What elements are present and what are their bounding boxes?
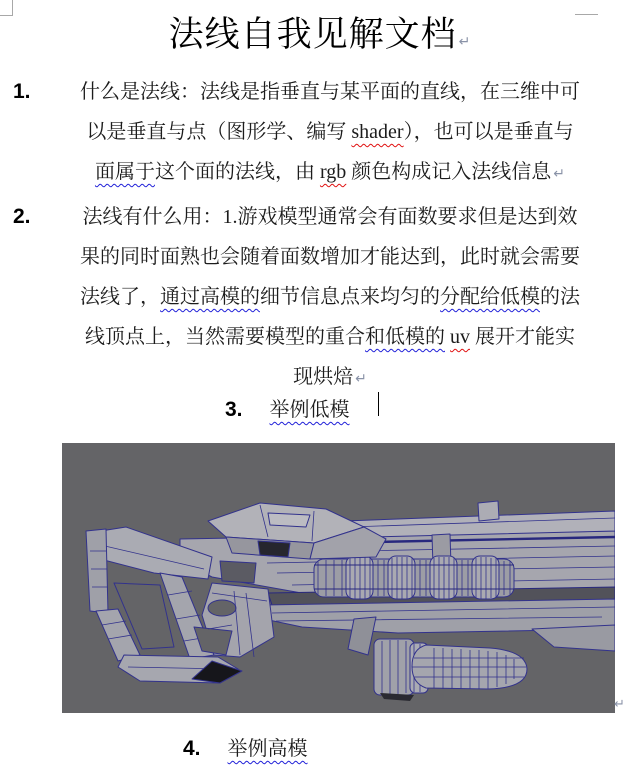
text-run-grammar: 举例低模 (269, 399, 350, 421)
text-run-grammar: 通过高模的 (160, 286, 260, 308)
paragraph-line (55, 317, 605, 357)
list-number-3: 3. (225, 398, 243, 421)
paragraph-line (55, 112, 605, 152)
embedded-image-lowpoly-rifle[interactable] (62, 443, 615, 713)
list-number-1: 1. (13, 80, 31, 103)
list-item-3 (225, 390, 379, 430)
text-run: 果的同时面熟也会随着面数增加才能达到，此时就会需要 (80, 246, 580, 268)
text-cursor (378, 392, 380, 416)
text-run-spellcheck: shader (351, 121, 404, 143)
text-run: 线顶点上，当然需要模型的重合 (85, 326, 365, 348)
text-run-spellcheck: rgb (319, 161, 347, 183)
text-run: 颜色构成记入法线信息 (346, 161, 552, 183)
title-text: 法线自我见解文档 (168, 15, 457, 54)
text-run: 法线有什么用：1.游戏模型通常会有面数要求但是达到效 (82, 206, 578, 228)
text-run-grammar: 举例高模 (227, 738, 308, 760)
paragraph-line (55, 277, 605, 317)
page-title (20, 12, 620, 64)
margin-crop-mark-top-left-vertical (12, 0, 13, 15)
list-number-2: 2. (13, 205, 31, 228)
list-item-4 (183, 729, 308, 769)
paragraph-line (55, 72, 605, 112)
paragraph-line (55, 152, 605, 193)
text-run-grammar: 分配给低模 (440, 286, 540, 308)
paragraph-mark: ↵ (553, 165, 566, 181)
text-run: 法线了， (80, 286, 160, 308)
text-run: 展开才能实 (470, 326, 575, 348)
text-run: 这个面的法线，由 (154, 161, 320, 183)
text-run: 现烘焙 (293, 366, 354, 388)
3d-viewport (62, 443, 615, 713)
text-run-grammar: 和低模的 (365, 326, 445, 348)
text-run: 以是垂直与点（图形学、编写 (86, 121, 352, 143)
text-run-spellcheck: uv (450, 326, 470, 348)
text-run: ），也可以是垂直与 (403, 121, 574, 143)
paragraph-line (55, 197, 605, 237)
text-run-grammar: 面属于 (94, 161, 155, 183)
margin-crop-mark-top-left-horizontal (0, 15, 13, 16)
paragraph-mark: ↵ (614, 696, 625, 711)
paragraph-mark: ↵ (458, 33, 472, 49)
text-run: 什么是法线：法线是指垂直与某平面的直线，在三维中可 (80, 81, 580, 103)
paragraph-line (55, 237, 605, 277)
text-run: 的法 (540, 286, 580, 308)
paragraph-mark: ↵ (355, 370, 367, 386)
list-number-4: 4. (183, 737, 201, 760)
text-run: 细节信息点来均匀的 (260, 286, 440, 308)
